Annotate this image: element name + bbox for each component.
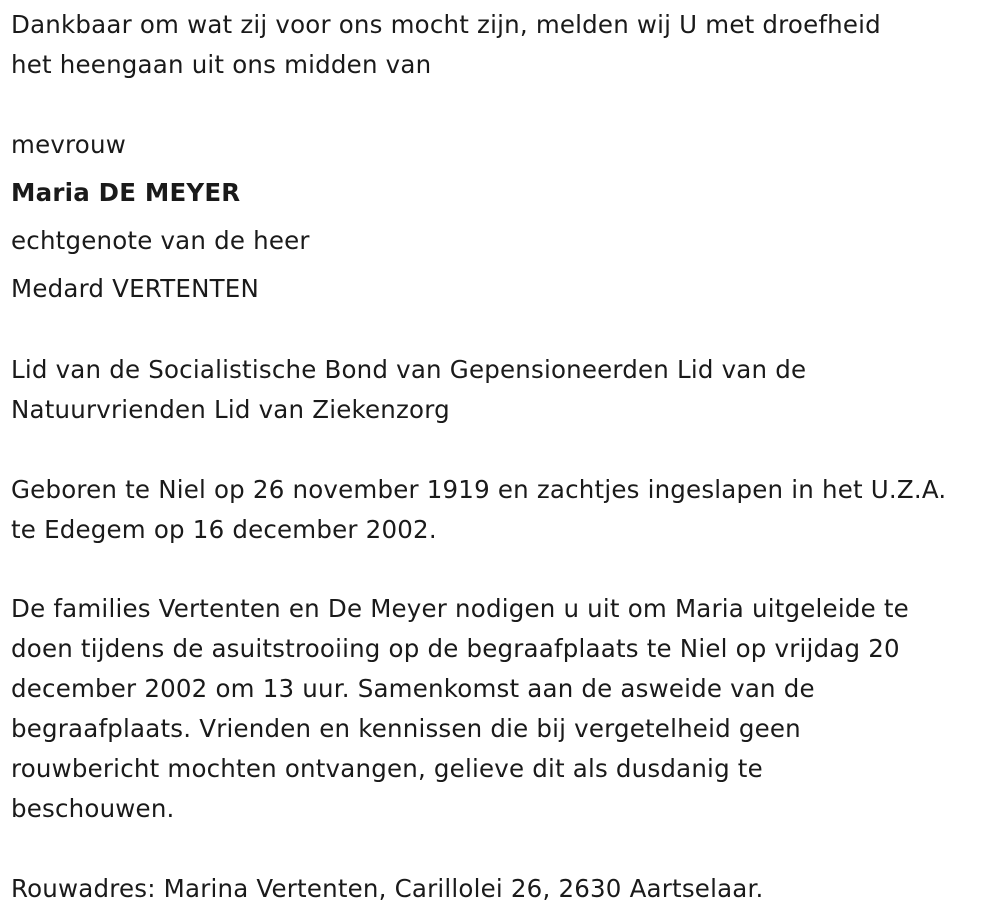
ceremony-line-5: rouwbericht mochten ontvangen, gelieve dit als dusdanig te [11, 754, 763, 783]
intro-line-2: het heengaan uit ons midden van [11, 50, 432, 79]
address-line: Rouwadres: Marina Vertenten, Carillolei 26, 2630 Aartselaar. [11, 874, 764, 903]
intro-line-1: Dankbaar om wat zij voor ons mocht zijn, melden wij U met droefheid [11, 10, 881, 39]
ceremony-line-3: december 2002 om 13 uur. Samenkomst aan de asweide van de [11, 674, 815, 703]
memberships-line-1: Lid van de Socialistische Bond van Gepensioneerden Lid van de [11, 355, 807, 384]
spouse-name: Medard VERTENTEN [11, 274, 259, 303]
memberships-line-2: Natuurvrienden Lid van Ziekenzorg [11, 395, 450, 424]
deceased-name: Maria DE MEYER [11, 178, 241, 207]
ceremony-line-1: De families Vertenten en De Meyer nodigen u uit om Maria uitgeleide te [11, 594, 909, 623]
ceremony-line-6: beschouwen. [11, 794, 175, 823]
birth-death-line-1: Geboren te Niel op 26 november 1919 en zachtjes ingeslapen in het U.Z.A. [11, 475, 947, 504]
ceremony-line-4: begraafplaats. Vrienden en kennissen die bij vergetelheid geen [11, 714, 801, 743]
ceremony-line-2: doen tijdens de asuitstrooiing op de begraafplaats te Niel op vrijdag 20 [11, 634, 900, 663]
deceased-relation: echtgenote van de heer [11, 226, 310, 255]
deceased-title: mevrouw [11, 130, 126, 159]
birth-death-line-2: te Edegem op 16 december 2002. [11, 515, 437, 544]
